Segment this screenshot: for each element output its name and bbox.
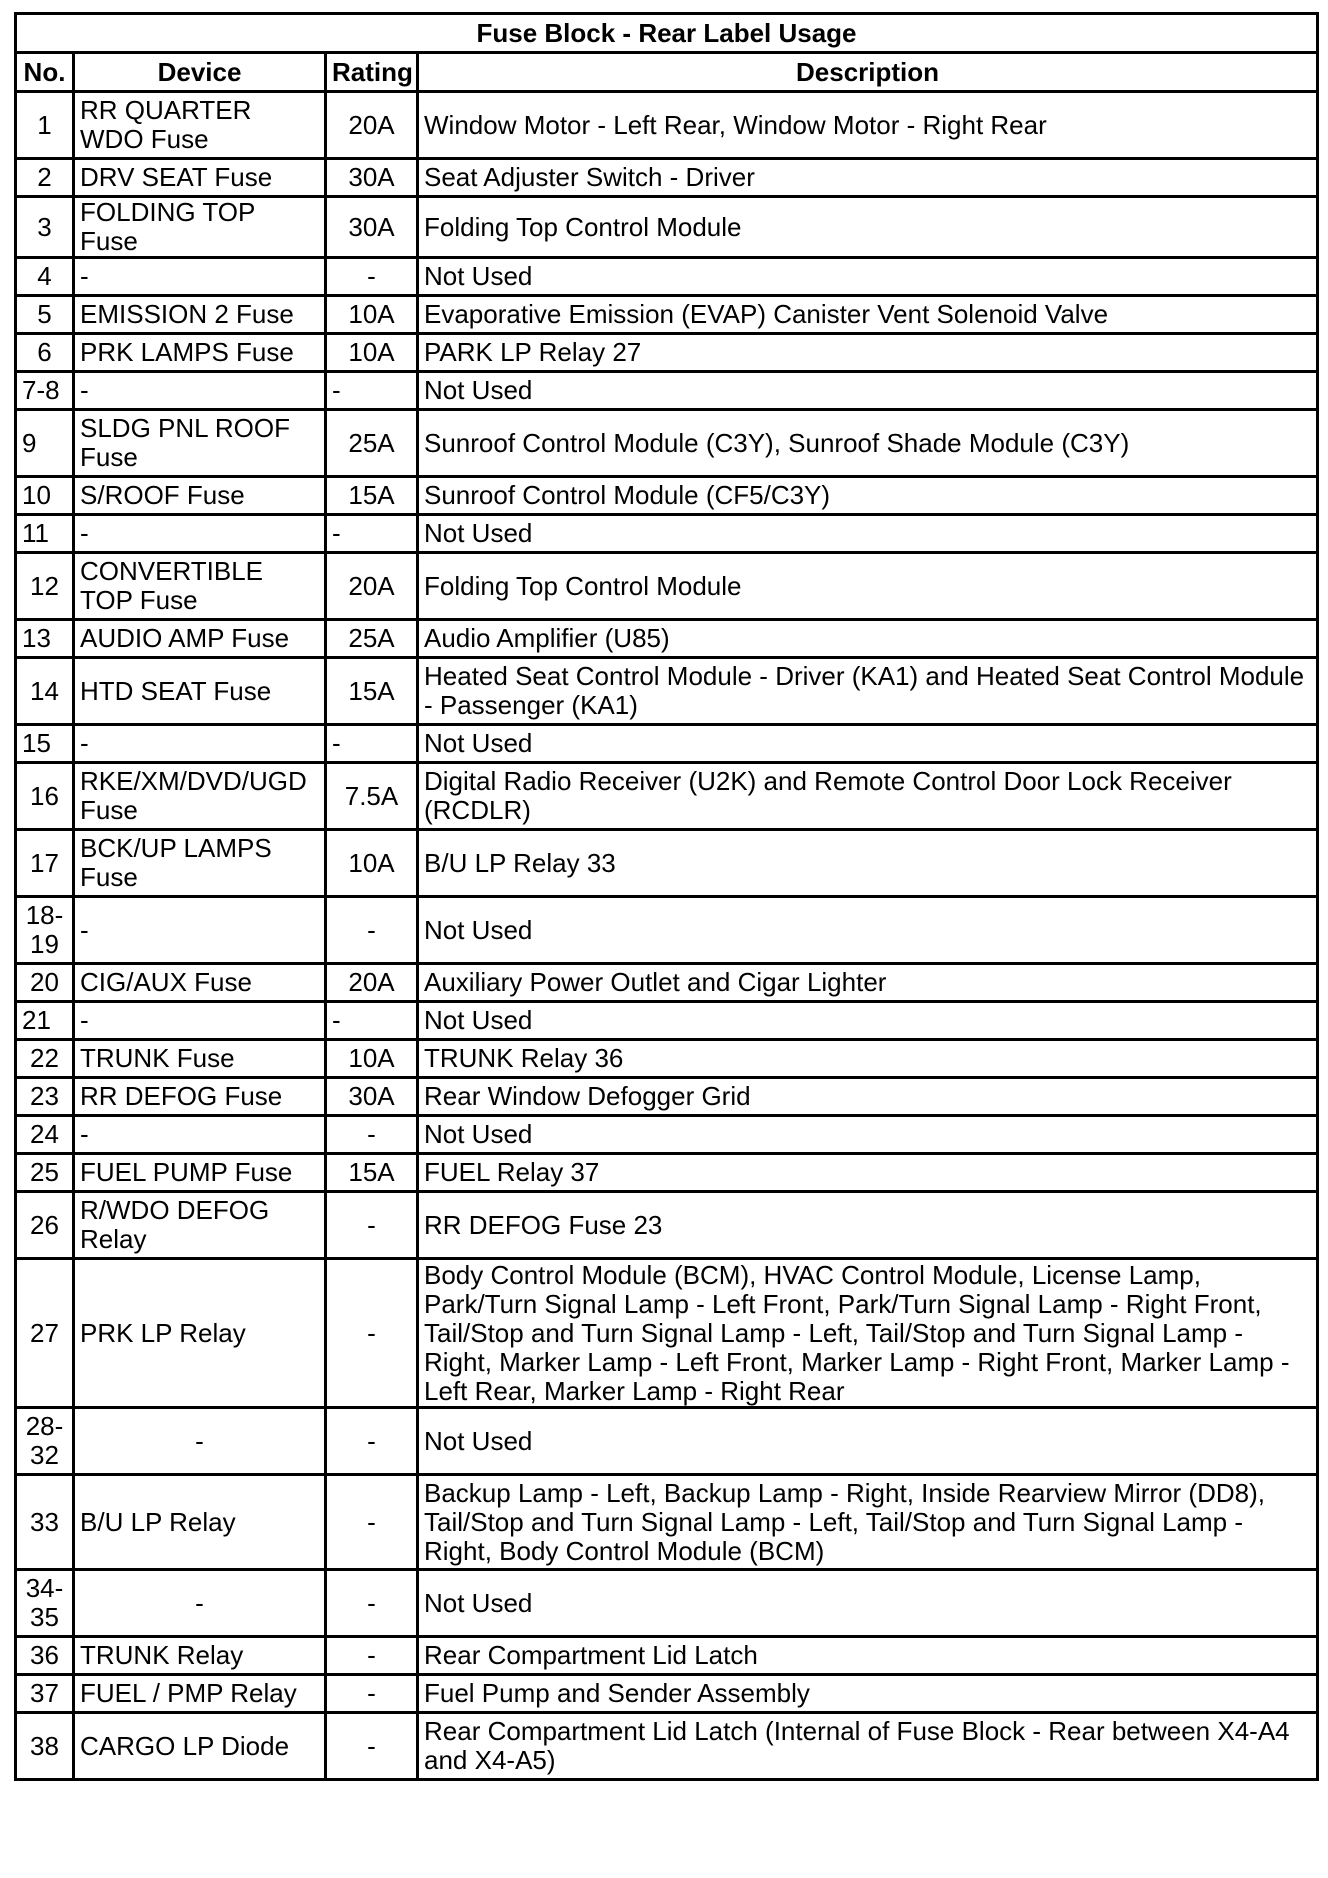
fuse-number-cell: 1 [16,92,74,159]
rating-cell: - [326,897,418,964]
description-cell: Rear Compartment Lid Latch (Internal of Fuse Block - Rear between X4-A4 and X4-A5) [418,1713,1318,1780]
device-cell: RR QUARTER WDO Fuse [74,92,326,159]
table-row [16,658,1318,725]
description-cell: Auxiliary Power Outlet and Cigar Lighter [418,964,1318,1002]
table-row [16,1154,1318,1192]
description-cell: Not Used [418,515,1318,553]
rating-cell: - [326,1408,418,1475]
table-row [16,515,1318,553]
fuse-number-cell: 21 [16,1002,74,1040]
fuse-number-cell: 6 [16,334,74,372]
table-row [16,197,1318,258]
rating-cell: 10A [326,830,418,897]
rating-cell: - [326,725,418,763]
rating-cell: - [326,1570,418,1637]
fuse-number-cell: 18-19 [16,897,74,964]
description-cell: Rear Window Defogger Grid [418,1078,1318,1116]
table-body [16,92,1318,1780]
rating-cell: 15A [326,477,418,515]
rating-cell: - [326,1637,418,1675]
table-row [16,725,1318,763]
description-cell: Sunroof Control Module (CF5/C3Y) [418,477,1318,515]
rating-cell: 30A [326,1078,418,1116]
fuse-number-cell: 20 [16,964,74,1002]
device-cell: B/U LP Relay [74,1475,326,1570]
description-cell: TRUNK Relay 36 [418,1040,1318,1078]
description-cell: Sunroof Control Module (C3Y), Sunroof Shade Module (C3Y) [418,410,1318,477]
fuse-number-cell: 3 [16,197,74,258]
device-cell: CIG/AUX Fuse [74,964,326,1002]
table-row [16,897,1318,964]
table-row [16,1408,1318,1475]
fuse-number-cell: 5 [16,296,74,334]
device-cell: - [74,897,326,964]
fuse-number-cell: 12 [16,553,74,620]
description-cell: PARK LP Relay 27 [418,334,1318,372]
fuse-number-cell: 17 [16,830,74,897]
table-title: Fuse Block - Rear Label Usage [16,14,1318,53]
fuse-number-cell: 22 [16,1040,74,1078]
description-cell: B/U LP Relay 33 [418,830,1318,897]
table-row [16,334,1318,372]
description-cell: Not Used [418,372,1318,410]
header-rating: Rating [326,53,418,92]
device-cell: RKE/XM/DVD/UGD Fuse [74,763,326,830]
header-device: Device [74,53,326,92]
description-cell: Digital Radio Receiver (U2K) and Remote Control Door Lock Receiver (RCDLR) [418,763,1318,830]
table-row [16,92,1318,159]
rating-cell: 10A [326,296,418,334]
title-row [16,14,1318,53]
fuse-number-cell: 9 [16,410,74,477]
table-row [16,1675,1318,1713]
fuse-number-cell: 13 [16,620,74,658]
device-cell: CONVERTIBLE TOP Fuse [74,553,326,620]
table-row [16,620,1318,658]
rating-cell: 10A [326,1040,418,1078]
description-cell: Evaporative Emission (EVAP) Canister Vent Solenoid Valve [418,296,1318,334]
description-cell: Fuel Pump and Sender Assembly [418,1675,1318,1713]
table-row [16,964,1318,1002]
device-cell: SLDG PNL ROOF Fuse [74,410,326,477]
device-cell: PRK LAMPS Fuse [74,334,326,372]
device-cell: - [74,1002,326,1040]
table-row [16,477,1318,515]
description-cell: Rear Compartment Lid Latch [418,1637,1318,1675]
table-row [16,410,1318,477]
rating-cell: 30A [326,159,418,197]
fuse-number-cell: 24 [16,1116,74,1154]
fuse-table [14,12,1319,1781]
table-row [16,1116,1318,1154]
description-cell: Seat Adjuster Switch - Driver [418,159,1318,197]
description-cell: Not Used [418,1002,1318,1040]
fuse-number-cell: 4 [16,258,74,296]
device-cell: EMISSION 2 Fuse [74,296,326,334]
table-row [16,1002,1318,1040]
device-cell: - [74,1116,326,1154]
description-cell: Audio Amplifier (U85) [418,620,1318,658]
fuse-number-cell: 28-32 [16,1408,74,1475]
table-row [16,1570,1318,1637]
device-cell: FUEL / PMP Relay [74,1675,326,1713]
table-row [16,553,1318,620]
fuse-number-cell: 10 [16,477,74,515]
description-cell: Window Motor - Left Rear, Window Motor - Right Rear [418,92,1318,159]
device-cell: DRV SEAT Fuse [74,159,326,197]
description-cell: Not Used [418,1570,1318,1637]
rating-cell: 20A [326,964,418,1002]
description-cell: Not Used [418,1408,1318,1475]
table-row [16,1192,1318,1259]
device-cell: R/WDO DEFOG Relay [74,1192,326,1259]
table-row [16,372,1318,410]
fuse-number-cell: 36 [16,1637,74,1675]
device-cell: - [74,515,326,553]
device-cell: - [74,1570,326,1637]
rating-cell: - [326,515,418,553]
device-cell: - [74,1408,326,1475]
table-row [16,159,1318,197]
table-row [16,296,1318,334]
fuse-number-cell: 15 [16,725,74,763]
table-row [16,258,1318,296]
fuse-number-cell: 7-8 [16,372,74,410]
fuse-number-cell: 33 [16,1475,74,1570]
fuse-number-cell: 2 [16,159,74,197]
device-cell: - [74,258,326,296]
header-description: Description [418,53,1318,92]
device-cell: TRUNK Fuse [74,1040,326,1078]
table-row [16,1637,1318,1675]
table-row [16,1078,1318,1116]
device-cell: S/ROOF Fuse [74,477,326,515]
device-cell: FUEL PUMP Fuse [74,1154,326,1192]
table-row [16,763,1318,830]
rating-cell: 7.5A [326,763,418,830]
table-row [16,830,1318,897]
device-cell: FOLDING TOP Fuse [74,197,326,258]
description-cell: Folding Top Control Module [418,553,1318,620]
rating-cell: - [326,1002,418,1040]
device-cell: RR DEFOG Fuse [74,1078,326,1116]
fuse-number-cell: 37 [16,1675,74,1713]
rating-cell: - [326,1192,418,1259]
table-row [16,1259,1318,1408]
fuse-number-cell: 34-35 [16,1570,74,1637]
fuse-number-cell: 26 [16,1192,74,1259]
rating-cell: - [326,1713,418,1780]
fuse-number-cell: 11 [16,515,74,553]
rating-cell: 20A [326,92,418,159]
device-cell: PRK LP Relay [74,1259,326,1408]
rating-cell: 25A [326,410,418,477]
rating-cell: - [326,372,418,410]
rating-cell: - [326,1675,418,1713]
description-cell: Heated Seat Control Module - Driver (KA1) and Heated Seat Control Module - Passenger (KA1) [418,658,1318,725]
rating-cell: 30A [326,197,418,258]
table-row [16,1713,1318,1780]
fuse-number-cell: 27 [16,1259,74,1408]
description-cell: RR DEFOG Fuse 23 [418,1192,1318,1259]
description-cell: Folding Top Control Module [418,197,1318,258]
description-cell: Backup Lamp - Left, Backup Lamp - Right, Inside Rearview Mirror (DD8), Tail/Stop and Turn Signal Lamp - Left, Tail/Stop and Turn Signal Lamp - Right, Body Control Module (BCM) [418,1475,1318,1570]
rating-cell: 15A [326,1154,418,1192]
rating-cell: 25A [326,620,418,658]
table-row [16,1040,1318,1078]
rating-cell: - [326,258,418,296]
fuse-number-cell: 14 [16,658,74,725]
description-cell: Not Used [418,725,1318,763]
description-cell: FUEL Relay 37 [418,1154,1318,1192]
rating-cell: - [326,1475,418,1570]
table-row [16,1475,1318,1570]
fuse-number-cell: 23 [16,1078,74,1116]
description-cell: Not Used [418,258,1318,296]
device-cell: - [74,725,326,763]
device-cell: AUDIO AMP Fuse [74,620,326,658]
header-row [16,53,1318,92]
rating-cell: 15A [326,658,418,725]
rating-cell: 20A [326,553,418,620]
fuse-number-cell: 25 [16,1154,74,1192]
fuse-number-cell: 16 [16,763,74,830]
device-cell: CARGO LP Diode [74,1713,326,1780]
rating-cell: - [326,1259,418,1408]
device-cell: HTD SEAT Fuse [74,658,326,725]
description-cell: Not Used [418,897,1318,964]
device-cell: TRUNK Relay [74,1637,326,1675]
rating-cell: - [326,1116,418,1154]
device-cell: - [74,372,326,410]
device-cell: BCK/UP LAMPS Fuse [74,830,326,897]
fuse-number-cell: 38 [16,1713,74,1780]
description-cell: Body Control Module (BCM), HVAC Control Module, License Lamp, Park/Turn Signal Lamp - Left Front, Park/Turn Signal Lamp - Right Front, Tail/Stop and Turn Signal Lamp - Left, Tail/Stop and Turn Signal Lamp - Right, Marker Lamp - Left Front, Marker Lamp - Right Front, Marker Lamp - Left Rear, Marker Lamp - Right Rear [418,1259,1318,1408]
rating-cell: 10A [326,334,418,372]
description-cell: Not Used [418,1116,1318,1154]
header-no: No. [16,53,74,92]
